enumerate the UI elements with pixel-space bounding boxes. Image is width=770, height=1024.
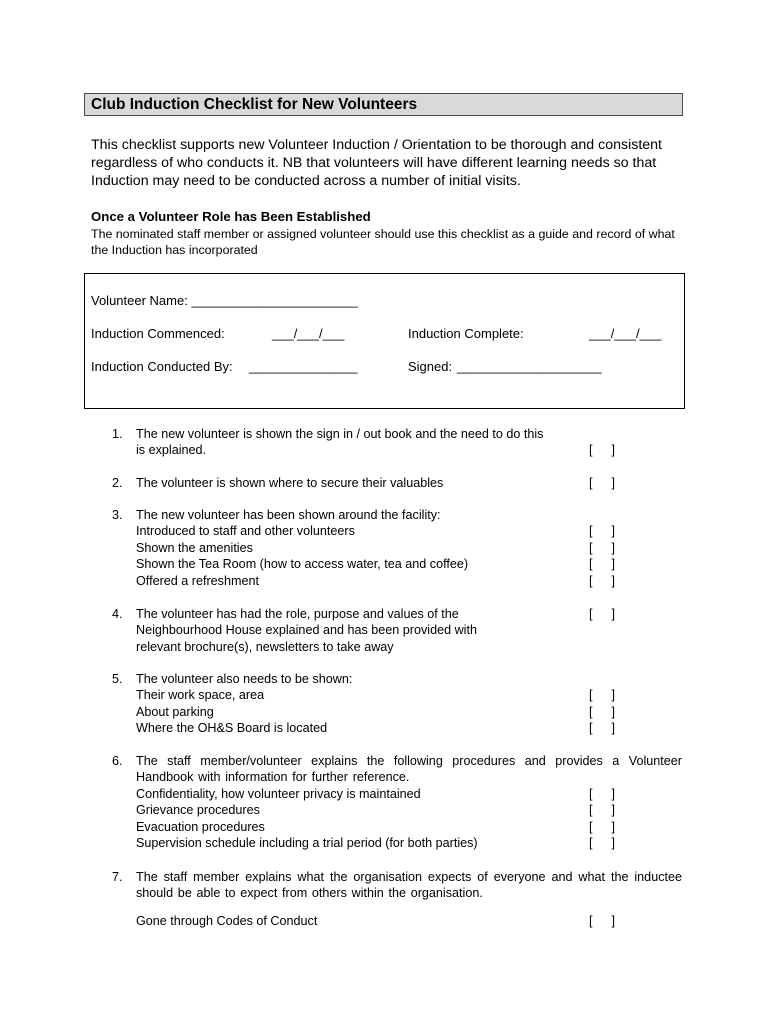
item-number: 7.	[112, 870, 123, 884]
bracket-close: ]	[611, 803, 615, 818]
document-title: Club Induction Checklist for New Volunteers	[84, 93, 683, 116]
checkbox[interactable]	[589, 442, 615, 458]
sub-item-text: Shown the Tea Room (how to access water, tea and coffee)	[136, 557, 469, 572]
checklist-item-7	[112, 869, 682, 929]
item-text: relevant brochure(s), newsletters to take away	[136, 639, 394, 654]
checkbox[interactable]	[589, 819, 615, 835]
bracket-open: [	[589, 557, 593, 572]
bracket-close: ]	[611, 835, 615, 850]
bracket-close: ]	[611, 573, 615, 588]
bracket-open: [	[589, 786, 593, 801]
sub-item-text: Where the OH&S Board is located	[136, 721, 328, 736]
item-heading: The new volunteer has been shown around the facility:	[136, 508, 441, 522]
bracket-close: ]	[611, 721, 615, 736]
bracket-open: [	[589, 819, 593, 834]
sub-item-text: Introduced to staff and other volunteers	[136, 524, 355, 539]
item-number: 2.	[112, 476, 123, 490]
bracket-close: ]	[611, 540, 615, 555]
bracket-close: ]	[611, 607, 615, 621]
bracket-close: ]	[611, 786, 615, 801]
item-number: 3.	[112, 508, 123, 522]
bracket-close: ]	[611, 688, 615, 703]
bracket-close: ]	[611, 443, 615, 458]
bracket-open: [	[589, 835, 593, 850]
bracket-open: [	[589, 704, 593, 719]
complete-date-field[interactable]: ___/___/___	[589, 326, 662, 341]
item-number: 5.	[112, 672, 123, 686]
item-heading: The staff member explains what the organisation expects of everyone and what the inductee should be able to expect from others within the organisation.	[136, 870, 682, 901]
bracket-open: [	[589, 803, 593, 818]
checklist-item-3	[112, 507, 682, 589]
checkbox[interactable]	[589, 913, 615, 929]
section-heading: Once a Volunteer Role has Been Established	[91, 209, 371, 224]
sub-item-text: About parking	[136, 704, 214, 719]
bracket-open: [	[589, 476, 593, 490]
bracket-close: ]	[611, 557, 615, 572]
checklist-item-6	[112, 753, 682, 851]
sub-item-text: Supervision schedule including a trial period (for both parties)	[136, 835, 478, 850]
checkbox[interactable]	[589, 786, 615, 802]
bracket-open: [	[589, 443, 593, 458]
signed-field[interactable]: ____________________	[457, 359, 602, 374]
sub-item-text: Gone through Codes of Conduct	[136, 913, 318, 928]
bracket-open: [	[589, 688, 593, 703]
checkbox[interactable]	[589, 573, 615, 589]
checkbox[interactable]	[589, 835, 615, 851]
bracket-open: [	[589, 913, 593, 928]
commenced-label: Induction Commenced:	[91, 326, 225, 341]
checkbox[interactable]	[589, 704, 615, 720]
bracket-close: ]	[611, 913, 615, 928]
signed-label: Signed:	[408, 359, 453, 374]
checklist-item-1	[112, 426, 682, 459]
bracket-open: [	[589, 607, 593, 621]
checkbox[interactable]	[589, 523, 615, 539]
item-heading: The volunteer also needs to be shown:	[136, 672, 353, 686]
item-text: is explained.	[136, 443, 207, 458]
conducted-by-field[interactable]: _______________	[249, 359, 358, 374]
item-text: The volunteer is shown where to secure their valuables	[136, 476, 444, 490]
checklist-item-4	[112, 606, 682, 655]
checklist-item-2	[112, 475, 682, 491]
checkbox[interactable]	[589, 475, 615, 491]
checkbox[interactable]	[589, 802, 615, 818]
item-number: 6.	[112, 754, 123, 768]
item-text: The new volunteer is shown the sign in / out book and the need to do this	[136, 427, 544, 441]
bracket-close: ]	[611, 704, 615, 719]
commenced-date-field[interactable]: ___/___/___	[272, 326, 345, 341]
checkbox[interactable]	[589, 606, 615, 622]
item-heading: The staff member/volunteer explains the following procedures and provides a Volunteer Handbook with information for further reference.	[136, 754, 682, 785]
sub-item-text: Shown the amenities	[136, 540, 253, 555]
item-number: 4.	[112, 607, 123, 621]
induction-details-box	[84, 273, 685, 409]
section-text: The nominated staff member or assigned volunteer should use this checklist as a guide and record of what the Induction has incorporated	[91, 227, 675, 257]
item-number: 1.	[112, 427, 123, 441]
bracket-open: [	[589, 524, 593, 539]
checkbox[interactable]	[589, 720, 615, 736]
bracket-close: ]	[611, 476, 615, 490]
item-text: The volunteer has had the role, purpose and values of the	[136, 607, 459, 621]
sub-item-text: Offered a refreshment	[136, 573, 259, 588]
bracket-open: [	[589, 721, 593, 736]
intro-paragraph: This checklist supports new Volunteer Induction / Orientation to be thorough and consistent regardless of who conducts it. NB that volunteers will have different learning needs so that Induction may need to be conducted across a number of initial visits.	[91, 137, 662, 189]
checkbox[interactable]	[589, 687, 615, 703]
bracket-open: [	[589, 573, 593, 588]
bracket-close: ]	[611, 524, 615, 539]
conducted-by-label: Induction Conducted By:	[91, 359, 233, 374]
sub-item-text: Evacuation procedures	[136, 819, 265, 834]
volunteer-name-field[interactable]: Volunteer Name: _______________________	[91, 293, 358, 308]
sub-item-text: Their work space, area	[136, 688, 265, 703]
bracket-close: ]	[611, 819, 615, 834]
sub-item-text: Grievance procedures	[136, 803, 260, 818]
sub-item-text: Confidentiality, how volunteer privacy is maintained	[136, 786, 421, 801]
checklist-item-5	[112, 671, 682, 737]
bracket-open: [	[589, 540, 593, 555]
checkbox[interactable]	[589, 556, 615, 572]
item-text: Neighbourhood House explained and has been provided with	[136, 623, 477, 638]
complete-label: Induction Complete:	[408, 326, 524, 341]
checkbox[interactable]	[589, 540, 615, 556]
